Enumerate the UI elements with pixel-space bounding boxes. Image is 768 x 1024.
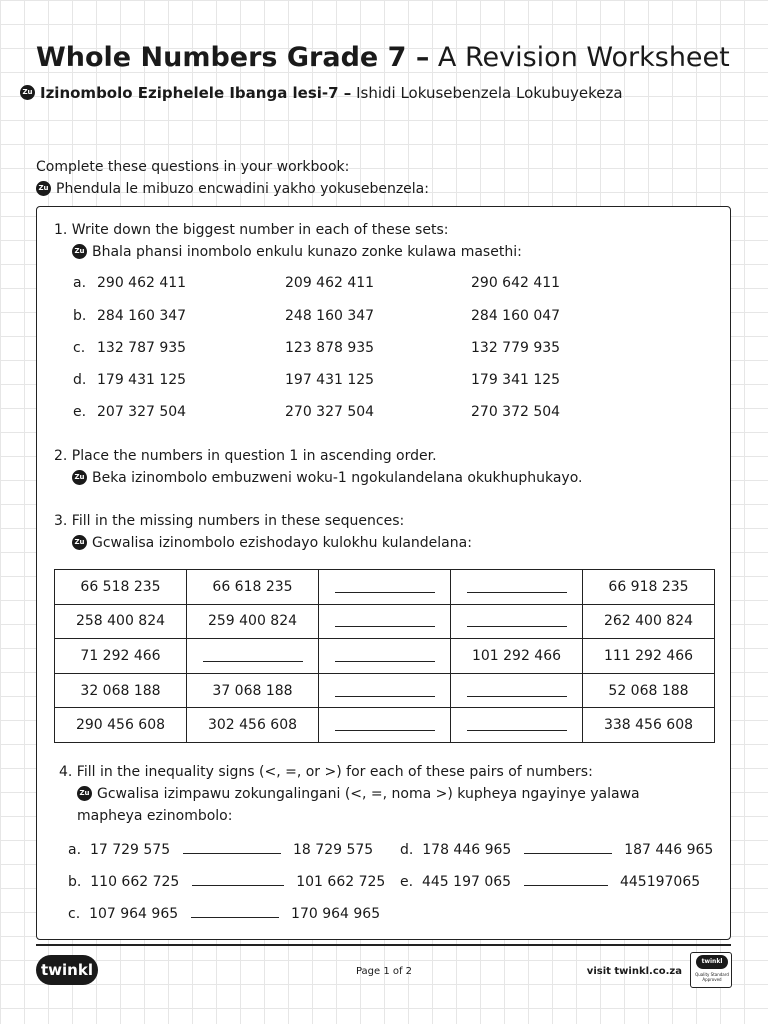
answer-blank[interactable] — [467, 581, 567, 593]
sequence-cell: 302 456 608 — [187, 708, 319, 743]
footer-divider — [36, 944, 731, 946]
sequence-cell: 66 518 235 — [55, 570, 187, 605]
number: 290 642 411 — [471, 275, 561, 291]
row-label: b. — [73, 308, 87, 324]
page-number: Page 1 of 2 — [355, 966, 413, 977]
left-number: 107 964 965 — [89, 906, 179, 922]
answer-blank[interactable] — [203, 650, 303, 662]
left-number: 445 197 065 — [421, 874, 512, 890]
answer-blank[interactable] — [335, 685, 435, 697]
right-number: 445197065 — [619, 874, 701, 890]
answer-blank[interactable] — [467, 685, 567, 697]
answer-line[interactable] — [192, 876, 284, 886]
sequence-table-body — [55, 570, 715, 743]
sequence-row — [55, 570, 715, 605]
item-label: c. — [68, 906, 81, 922]
number: 132 779 935 — [471, 340, 561, 356]
number: 248 160 347 — [285, 308, 375, 324]
right-number: 170 964 965 — [291, 906, 381, 922]
question-1-zu: Bhala phansi inombolo enkulu kunazo zonke kulawa masethi: — [92, 244, 522, 260]
sequence-cell: 32 068 188 — [55, 673, 187, 708]
worksheet-title — [36, 40, 730, 76]
answer-blank[interactable] — [335, 719, 435, 731]
sequence-cell: 258 400 824 — [55, 604, 187, 639]
question-3-zu: Gcwalisa izinombolo ezishodayo kulokhu kulandelana: — [92, 535, 472, 551]
sequence-cell: 66 618 235 — [187, 570, 319, 605]
answer-blank[interactable] — [335, 650, 435, 662]
sequence-cell: 290 456 608 — [55, 708, 187, 743]
answer-line[interactable] — [524, 844, 612, 854]
sequence-row — [55, 639, 715, 674]
row-label: e. — [73, 404, 87, 420]
answer-blank[interactable] — [335, 581, 435, 593]
sequence-blank-cell[interactable] — [451, 604, 583, 639]
right-number: 18 729 575 — [293, 842, 374, 858]
q4-item-a — [68, 842, 373, 858]
answer-blank[interactable] — [467, 615, 567, 627]
badge-logo: twinkl — [696, 955, 728, 969]
answer-blank[interactable] — [335, 615, 435, 627]
question-2-zu: Beka izinombolo embuzweni woku-1 ngokulandelana okukhuphukayo. — [92, 470, 583, 486]
left-number: 110 662 725 — [90, 874, 180, 890]
number: 284 160 047 — [471, 308, 561, 324]
sequence-cell: 52 068 188 — [583, 673, 715, 708]
sequence-row — [55, 604, 715, 639]
sequence-row — [55, 673, 715, 708]
sequence-cell: 101 292 466 — [451, 639, 583, 674]
sequence-blank-cell[interactable] — [451, 570, 583, 605]
instructions — [36, 156, 429, 200]
number: 290 462 411 — [97, 275, 187, 291]
question-4 — [59, 761, 640, 827]
q4-item-b — [68, 874, 385, 890]
sequence-cell: 71 292 466 — [55, 639, 187, 674]
sequence-blank-cell[interactable] — [451, 708, 583, 743]
instruction-zu: Phendula le mibuzo encwadini yakho yokusebenzela: — [56, 181, 429, 197]
sequence-table — [54, 569, 715, 743]
questions-box — [36, 206, 731, 940]
q1-row-b — [73, 308, 713, 328]
subtitle-bold: Izinombolo Eziphelele Ibanga lesi-7 – — [40, 84, 352, 102]
item-label: e. — [400, 874, 414, 890]
question-1 — [54, 219, 522, 263]
zu-language-icon: Zu — [72, 470, 87, 485]
sequence-cell: 338 456 608 — [583, 708, 715, 743]
sequence-blank-cell[interactable] — [319, 708, 451, 743]
question-2 — [54, 445, 582, 489]
question-3 — [54, 510, 472, 554]
badge-text: Quality Standard Approved — [695, 972, 729, 982]
zu-language-icon: Zu — [72, 244, 87, 259]
right-number: 187 446 965 — [624, 842, 714, 858]
question-1-zu-line — [54, 241, 522, 263]
number: 270 372 504 — [471, 404, 561, 420]
sequence-cell: 259 400 824 — [187, 604, 319, 639]
sequence-blank-cell[interactable] — [187, 639, 319, 674]
sequence-blank-cell[interactable] — [319, 673, 451, 708]
number: 284 160 347 — [97, 308, 187, 324]
twinkl-logo: twinkl — [36, 955, 98, 985]
number: 209 462 411 — [285, 275, 375, 291]
question-2-zu-line — [54, 467, 582, 489]
title-bold: Whole Numbers Grade 7 – — [36, 42, 430, 73]
question-2-en: 2. Place the numbers in question 1 in ascending order. — [54, 448, 437, 464]
q1-row-c — [73, 340, 713, 360]
website-link[interactable]: visit twinkl.co.za — [586, 966, 682, 977]
sequence-row — [55, 708, 715, 743]
quality-badge-icon — [690, 952, 732, 988]
left-number: 17 729 575 — [89, 842, 171, 858]
answer-line[interactable] — [524, 876, 608, 886]
row-label: a. — [73, 275, 87, 291]
zu-language-icon: Zu — [20, 85, 35, 100]
sequence-cell: 66 918 235 — [583, 570, 715, 605]
answer-line[interactable] — [183, 844, 281, 854]
row-label: c. — [73, 340, 86, 356]
q4-item-e — [400, 874, 700, 890]
row-label: d. — [73, 372, 87, 388]
title-light: A Revision Worksheet — [429, 42, 730, 73]
number: 270 327 504 — [285, 404, 375, 420]
zu-language-icon: Zu — [72, 535, 87, 550]
question-4-zu-line-2 — [59, 805, 640, 827]
item-label: b. — [68, 874, 82, 890]
question-4-zu-line — [59, 783, 640, 805]
left-number: 178 446 965 — [422, 842, 512, 858]
zu-language-icon: Zu — [77, 786, 92, 801]
instruction-en: Complete these questions in your workbook: — [36, 159, 350, 175]
subtitle-light: Ishidi Lokusebenzela Lokubuyekeza — [351, 84, 623, 102]
question-4-zu1: Gcwalisa izimpawu zokungalingani (<, =, noma >) kupheya ngayinye yalawa — [97, 786, 640, 802]
sequence-cell: 262 400 824 — [583, 604, 715, 639]
sequence-blank-cell[interactable] — [319, 639, 451, 674]
q1-row-e — [73, 404, 713, 424]
number: 179 431 125 — [97, 372, 187, 388]
sequence-blank-cell[interactable] — [319, 570, 451, 605]
zu-language-icon: Zu — [36, 181, 51, 196]
q4-item-c — [68, 906, 380, 922]
number: 207 327 504 — [97, 404, 187, 420]
right-number: 101 662 725 — [296, 874, 386, 890]
q1-row-a — [73, 275, 713, 295]
item-label: a. — [68, 842, 82, 858]
worksheet-subtitle — [20, 83, 623, 103]
number: 132 787 935 — [97, 340, 187, 356]
q1-row-d — [73, 372, 713, 392]
question-4-en: 4. Fill in the inequality signs (<, =, or >) for each of these pairs of numbers: — [59, 764, 593, 780]
sequence-cell: 37 068 188 — [187, 673, 319, 708]
answer-line[interactable] — [191, 908, 279, 918]
answer-blank[interactable] — [467, 719, 567, 731]
q4-item-d — [400, 842, 713, 858]
number: 123 878 935 — [285, 340, 375, 356]
question-3-en: 3. Fill in the missing numbers in these sequences: — [54, 513, 405, 529]
question-4-zu2: mapheya ezinombolo: — [77, 808, 233, 824]
item-label: d. — [400, 842, 414, 858]
question-3-zu-line — [54, 532, 472, 554]
number: 197 431 125 — [285, 372, 375, 388]
sequence-blank-cell[interactable] — [319, 604, 451, 639]
question-1-en: 1. Write down the biggest number in each of these sets: — [54, 222, 449, 238]
number: 179 341 125 — [471, 372, 561, 388]
sequence-blank-cell[interactable] — [451, 673, 583, 708]
instruction-zu-line — [36, 178, 429, 200]
sequence-cell: 111 292 466 — [583, 639, 715, 674]
